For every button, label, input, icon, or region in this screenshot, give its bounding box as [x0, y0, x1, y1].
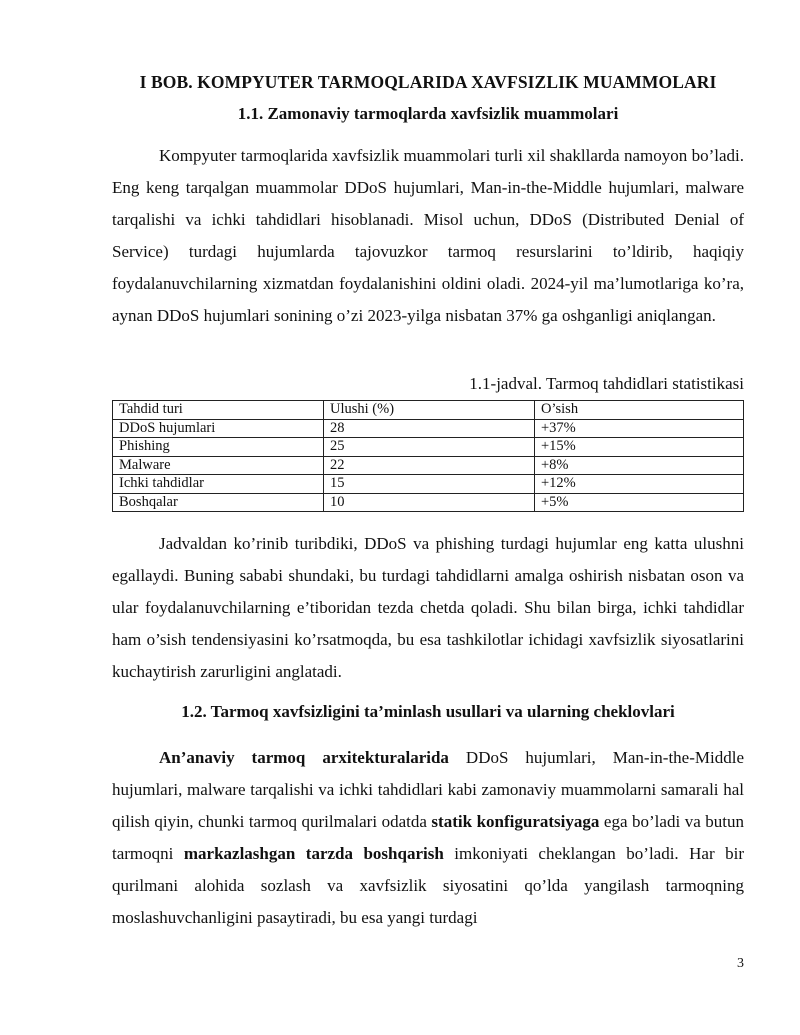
table-cell: 28	[324, 419, 535, 438]
bold-phrase: markazlashgan tarzda boshqarish	[183, 844, 444, 863]
page-number: 3	[737, 956, 744, 971]
table-cell: 25	[324, 438, 535, 457]
table-cell: +8%	[535, 456, 744, 475]
table-cell: Ichki tahdidlar	[113, 475, 324, 494]
table-row	[113, 475, 744, 494]
paragraph-intro: Kompyuter tarmoqlarida xavfsizlik muammolari turli xil shakllarda namoyon bo’ladi. Eng keng tarqalgan muammolar DDoS hujumlari, Man-in-the-Middle hujumlari, malware tarqalishi va ichki tahdidlari hisoblanadi. Misol uchun, DDoS (Distributed Denial of Service) turdagi hujumlarda tajovuzkor tarmoq resurslarini to’ldirib, haqiqiy foydalanuvchilarning xizmatdan foydalanishini oldini oladi. 2024-yil ma’lumotlariga ko’ra, aynan DDoS hujumlari sonining o’zi 2023-yilga nisbatan 37% ga oshganligi aniqlangan.	[112, 146, 744, 325]
section-title-1-2: 1.2. Tarmoq xavfsizligini ta’minlash usullari va ularning cheklovlari	[181, 702, 675, 721]
chapter-title: I BOB. KOMPYUTER TARMOQLARIDA XAVFSIZLIK MUAMMOLARI	[139, 72, 717, 92]
table-header-cell: O’sish	[535, 401, 744, 420]
table-cell: Boshqalar	[113, 493, 324, 512]
table-cell: 15	[324, 475, 535, 494]
table-row	[113, 438, 744, 457]
threat-statistics-table	[112, 400, 744, 512]
table-caption: 1.1-jadval. Tarmoq tahdidlari statistikasi	[469, 374, 744, 393]
table-cell: Phishing	[113, 438, 324, 457]
paragraph-traditional-architectures	[112, 742, 744, 934]
table-row	[113, 456, 744, 475]
table-cell: 22	[324, 456, 535, 475]
table-cell: DDoS hujumlari	[113, 419, 324, 438]
table-cell: 10	[324, 493, 535, 512]
paragraph-text: DDoS hujumlari, Man-in-the-Middle hujumlari, malware tarqalishi va ichki tahdidlari kabi zamonaviy muammolarni samarali hal qilish qiyin, chunki tarmoq qurilmalari odatda	[112, 748, 744, 831]
paragraph-table-analysis: Jadvaldan ko’rinib turibdiki, DDoS va phishing turdagi hujumlar eng katta ulushni egallaydi. Buning sababi shundaki, bu turdagi tahdidlarni amalga oshirish nisbatan oson va ular foydalanuvchilarning e’tiboridan tezda chetda qoladi. Shu bilan birga, ichki tahdidlar ham o’sish tendensiyasini ko’rsatmoqda, bu esa tashkilotlar ichidagi xavfsizlik siyosatlarini kuchaytirish zarurligini anglatadi.	[112, 534, 744, 681]
paragraph-text: ega bo’ladi va butun tarmoqni	[112, 812, 745, 863]
paragraph-text: imkoniyati cheklangan bo’ladi. Har bir qurilmani alohida sozlash va xavfsizlik siyosatini qo’lda yangilash tarmoqning moslashuvchanligini pasaytiradi, bu esa yangi turdagi	[112, 844, 744, 927]
table-row	[113, 419, 744, 438]
table-header-cell: Ulushi (%)	[324, 401, 535, 420]
table-cell: +5%	[535, 493, 744, 512]
bold-phrase: An’anaviy tarmoq arxitekturalarida	[159, 748, 449, 767]
table-cell: +15%	[535, 438, 744, 457]
section-title-1-1: 1.1. Zamonaviy tarmoqlarda xavfsizlik muammolari	[237, 104, 619, 123]
table-cell: +37%	[535, 419, 744, 438]
table-row	[113, 493, 744, 512]
bold-phrase: statik konfiguratsiyaga	[431, 812, 600, 831]
table-cell: +12%	[535, 475, 744, 494]
table-header-row	[113, 401, 744, 420]
table-header-cell: Tahdid turi	[113, 401, 324, 420]
table-cell: Malware	[113, 456, 324, 475]
